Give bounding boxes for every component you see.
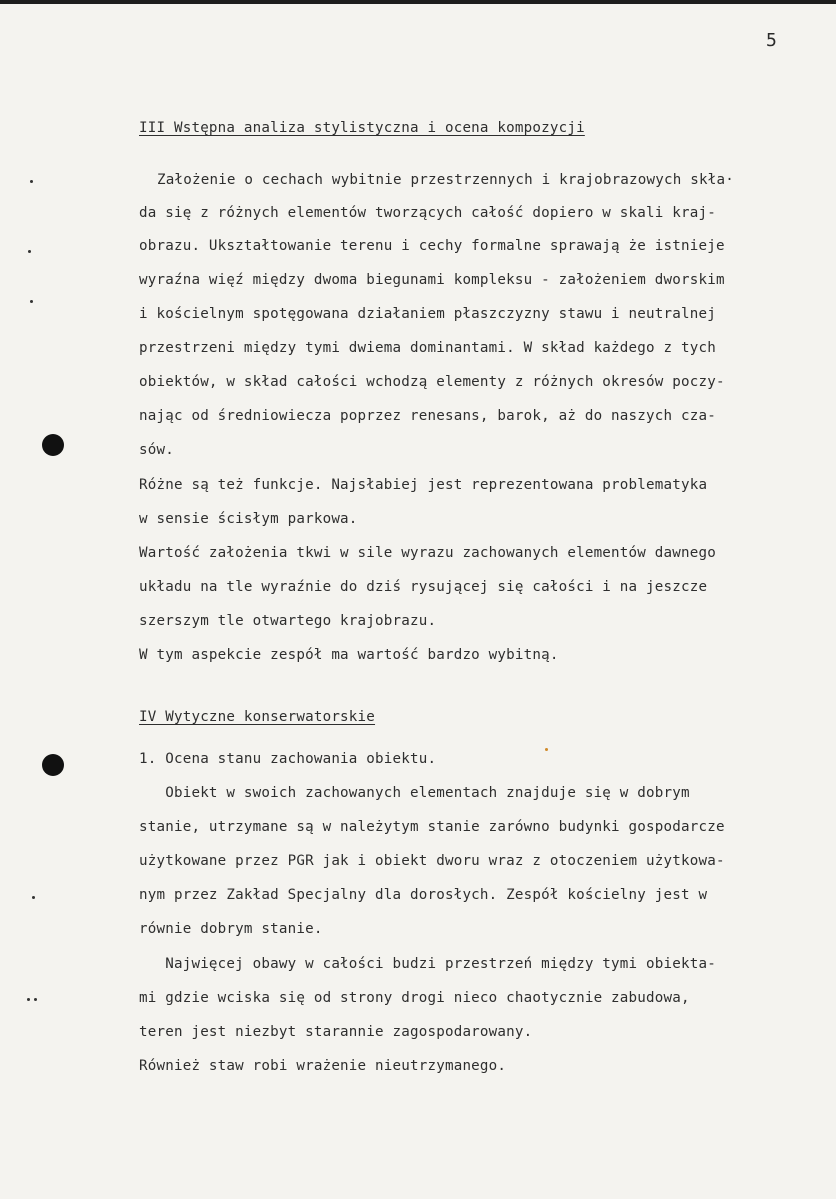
section-3-line: Założenie o cechach wybitnie przestrzennych i krajobrazowych skła· <box>157 172 734 188</box>
section-4-line: użytkowane przez PGR jak i obiekt dworu wraz z otoczeniem użytkowa- <box>139 853 725 869</box>
margin-dot <box>30 180 33 183</box>
section-3-line: sów. <box>139 442 174 458</box>
margin-dot <box>34 998 37 1001</box>
scan-top-edge <box>0 0 836 4</box>
margin-dot <box>28 250 31 253</box>
section-3-line: przestrzeni między tymi dwiema dominantami. W skład każdego z tych <box>139 340 716 356</box>
section-3-heading: III Wstępna analiza stylistyczna i ocena kompozycji <box>139 120 585 136</box>
section-3-line: W tym aspekcie zespół ma wartość bardzo wybitną. <box>139 647 559 663</box>
punch-hole-upper <box>42 434 64 456</box>
section-4-heading: IV Wytyczne konserwatorskie <box>139 709 376 725</box>
section-3-line: wyraźna więź między dwoma biegunami kompleksu - założeniem dworskim <box>139 272 725 288</box>
section-3-line: Wartość założenia tkwi w sile wyrazu zachowanych elementów dawnego <box>139 545 716 561</box>
section-4-line: teren jest niezbyt starannie zagospodarowany. <box>139 1024 533 1040</box>
section-3-line: Różne są też funkcje. Najsłabiej jest reprezentowana problematyka <box>139 477 708 493</box>
paper-speck <box>545 748 548 751</box>
section-4-line: 1. Ocena stanu zachowania obiektu. <box>139 751 437 767</box>
section-4-line: stanie, utrzymane są w należytym stanie zarówno budynki gospodarcze <box>139 819 725 835</box>
section-3-line: nając od średniowiecza poprzez renesans, barok, aż do naszych cza- <box>139 408 716 424</box>
section-3-line: obrazu. Ukształtowanie terenu i cechy formalne sprawają że istnieje <box>139 238 725 254</box>
section-3-line: w sensie ścisłym parkowa. <box>139 511 358 527</box>
margin-dot <box>32 896 35 899</box>
margin-dot <box>30 300 33 303</box>
section-4-line: nym przez Zakład Specjalny dla dorosłych. Zespół kościelny jest w <box>139 887 708 903</box>
section-3-line: i kościelnym spotęgowana działaniem płaszczyzny stawu i neutralnej <box>139 306 716 322</box>
section-4-line: równie dobrym stanie. <box>139 921 323 937</box>
section-4-line: Również staw robi wrażenie nieutrzymanego. <box>139 1058 507 1074</box>
punch-hole-lower <box>42 754 64 776</box>
section-4-line: Najwięcej obawy w całości budzi przestrzeń między tymi obiekta- <box>139 956 716 972</box>
section-3-line: układu na tle wyraźnie do dziś rysującej się całości i na jeszcze <box>139 579 708 595</box>
margin-dot <box>27 998 30 1001</box>
page-number: 5 <box>766 30 777 51</box>
section-4-line: mi gdzie wciska się od strony drogi nieco chaotycznie zabudowa, <box>139 990 690 1006</box>
section-3-line: da się z różnych elementów tworzących całość dopiero w skali kraj- <box>139 205 716 221</box>
section-3-line: obiektów, w skład całości wchodzą elementy z różnych okresów poczy- <box>139 374 725 390</box>
section-4-line: Obiekt w swoich zachowanych elementach znajduje się w dobrym <box>139 785 690 801</box>
section-3-line: szerszym tle otwartego krajobrazu. <box>139 613 437 629</box>
